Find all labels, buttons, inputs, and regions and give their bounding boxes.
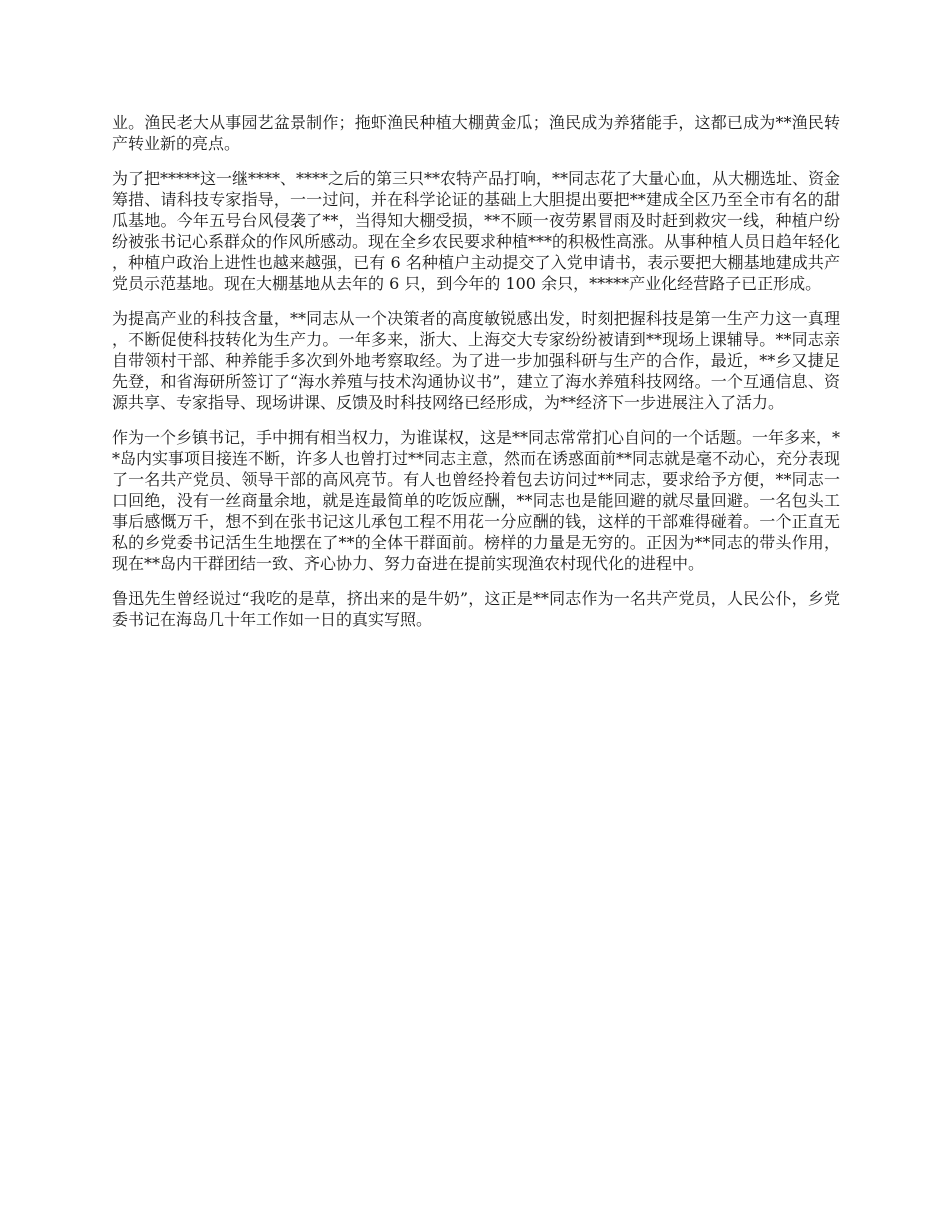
- paragraph-4: 作为一个乡镇书记，手中拥有相当权力，为谁谋权，这是**同志常常扪心自问的一个话题。一年多来，**岛内实事项目接连不断，许多人也曾打过**同志主意，然而在诱惑面前**同志就是毫不动心，充分表现了一名共产党员、领导干部的高风亮节。有人也曾经拎着包去访问过**同志，要求给予方便，**同志一口回绝，没有一丝商量余地，就是连最简单的吃饭应酬，**同志也是能回避的就尽量回避。一名包头工事后感慨万千，想不到在张书记这儿承包工程不用花一分应酬的钱，这样的干部难得碰着。一个正直无私的乡党委书记活生生地摆在了**的全体干群面前。榜样的力量是无穷的。正因为**同志的带头作用，现在**岛内干群团结一致、齐心协力、努力奋进在提前实现渔农村现代化的进程中。: [112, 428, 841, 573]
- paragraph-5: 鲁迅先生曾经说过“我吃的是草，挤出来的是牛奶”，这正是**同志作为一名共产党员，人民公仆，乡党委书记在海岛几十年工作如一日的真实写照。: [112, 589, 840, 629]
- paragraph-1: 业。渔民老大从事园艺盆景制作；拖虾渔民种植大棚黄金瓜；渔民成为养猪能手，这都已成为**渔民转产转业新的亮点。: [112, 113, 840, 153]
- paragraph-2: 为了把*****这一继****、****之后的第三只**农特产品打响，**同志花了大量心血，从大棚选址、资金筹措、请科技专家指导，一一过问，并在科学论证的基础上大胆提出要把**建成全区乃至全市有名的甜瓜基地。今年五号台风侵袭了**，当得知大棚受损，**不顾一夜劳累冒雨及时赶到救灾一线，种植户纷纷被张书记心系群众的作风所感动。现在全乡农民要求种植***的积极性高涨。从事种植人员日趋年轻化，种植户政治上进性也越来越强，已有 6 名种植户主动提交了入党申请书，表示要把大棚基地建成共产党员示范基地。现在大棚基地从去年的 6 只，到今年的 100 余只，*****产业化经营路子已正形成。: [112, 169, 841, 293]
- document-body: [112, 112, 840, 644]
- paragraph-3: 为提高产业的科技含量，**同志从一个决策者的高度敏锐感出发，时刻把握科技是第一生产力这一真理，不断促使科技转化为生产力。一年多来，浙大、上海交大专家纷纷被请到**现场上课辅导。**同志亲自带领村干部、种养能手多次到外地考察取经。为了进一步加强科研与生产的合作，最近，**乡又捷足先登，和省海研所签订了“海水养殖与技术沟通协议书”，建立了海水养殖科技网络。一个互通信息、资源共享、专家指导、现场讲课、反馈及时科技网络已经形成，为**经济下一步进展注入了活力。: [112, 309, 840, 412]
